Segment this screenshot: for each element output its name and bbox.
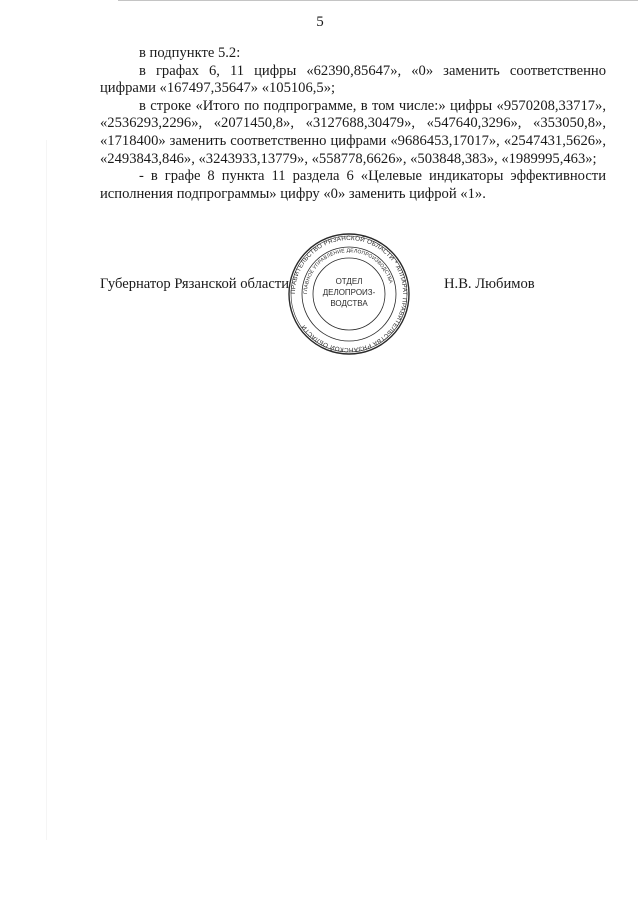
seal-outer-text: ПРАВИТЕЛЬСТВО РЯЗАНСКОЙ ОБЛАСТИ * АППАРАТ ПРАВИТЕЛЬСТВА РЯЗАНСКОЙ ОБЛАСТИ (289, 234, 409, 354)
paragraph-subpoint: в подпункте 5.2: (139, 45, 241, 61)
scan-artifact-left (46, 140, 47, 840)
seal-center-line-3: ВОДСТВА (330, 299, 368, 308)
paragraph-columns-6-11: в графах 6, 11 цифры «62390,85647», «0» заменить соответственно цифрами «167497,35647» «105106,5»; (100, 62, 606, 97)
official-seal (287, 232, 411, 356)
seal-inner-text: ГЛАВНОЕ УПРАВЛЕНИЕ ДЕЛОПРОИЗВОДСТВА (302, 247, 394, 295)
signatory-position: Губернатор Рязанской области (100, 276, 290, 292)
signatory-name: Н.В. Любимов (444, 276, 535, 292)
page-number: 5 (316, 14, 324, 30)
document-body (100, 45, 606, 203)
paragraph-subprogram-total: в строке «Итого по подпрограмме, в том числе:» цифры «9570208,33717», «2536293,2296», «2071450,8», «3127688,30479», «547640,3296», «353050,8», «1718400» заменить соответственно цифрами «9686453,17017», «2547431,5626», «2493843,846», «3243933,13779», «558778,6626», «503848,383», «1989995,463»; (100, 97, 606, 167)
scan-artifact-top (118, 0, 638, 1)
seal-center-line-2: ДЕЛОПРОИЗ- (322, 288, 376, 297)
paragraph-target-indicators: - в графе 8 пункта 11 раздела 6 «Целевые индикаторы эффективности исполнения подпрограммы» цифру «0» заменить цифрой «1». (100, 168, 606, 202)
seal-center-line-1: ОТДЕЛ (335, 277, 363, 286)
